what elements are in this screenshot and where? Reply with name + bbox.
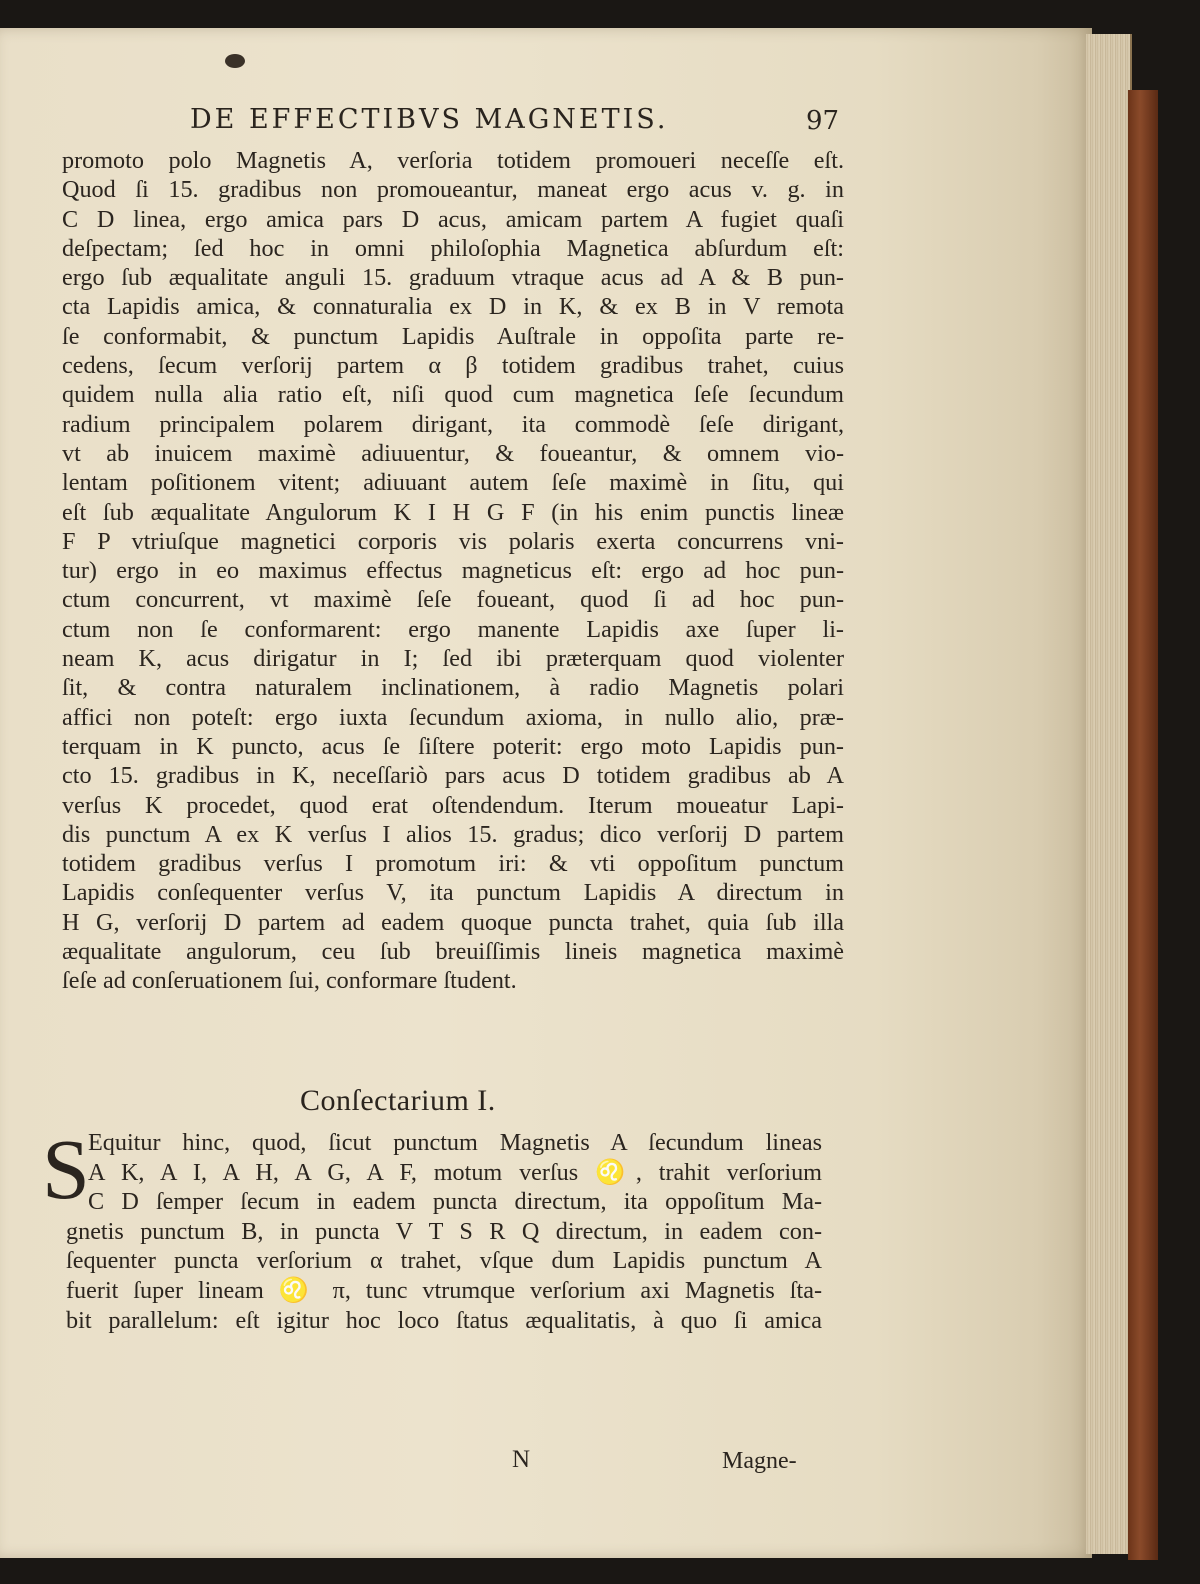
corollary-line: fuerit ſuper lineam ♌ π, tunc vtrumque verſorium axi Magnetis ſta- (66, 1276, 822, 1304)
text-line: cedens, ſecum verſorij partem α β totidem gradibus trahet, cuius (62, 352, 844, 380)
text-line: radium principalem polarem dirigant, ita commodè ſeſe dirigant, (62, 410, 844, 438)
body-text (62, 146, 844, 996)
corollary-line: A K, A I, A H, A G, A F, motum verſus ♌, trahit verſorium (88, 1158, 822, 1186)
running-head: DE EFFECTIBVS MAGNETIS. (190, 104, 669, 135)
text-line: F P vtriuſque magnetici corporis vis polaris exerta concurrens vni- (62, 527, 844, 555)
page-number: 97 (806, 106, 840, 136)
text-line: C D linea, ergo amica pars D acus, amicam partem A fugiet quaſi (62, 205, 844, 233)
text-line: ſe conformabit, & punctum Lapidis Auſtrale in oppoſita parte re- (62, 322, 844, 350)
text-line: verſus K procedet, quod erat oſtendendum. Iterum moueatur Lapi- (62, 791, 844, 819)
text-line: neam K, acus dirigatur in I; ſed ibi præterquam quod violenter (62, 645, 844, 673)
text-line: eſt ſub æqualitate Angulorum K I H G F (in his enim punctis lineæ (62, 498, 844, 526)
text-line: ctum concurrent, vt maximè ſeſe foueant, quod ſi ad hoc pun- (62, 586, 844, 614)
corollary-line: Equitur hinc, quod, ſicut punctum Magnetis A ſecundum lineas (88, 1129, 822, 1156)
ink-blot (225, 54, 245, 68)
drop-cap: S (42, 1121, 90, 1217)
corollary-line: gnetis punctum B, in puncta V T S R Q directum, in eadem con- (66, 1217, 822, 1245)
text-line: ctum non ſe conformarent: ergo manente Lapidis axe ſuper li- (62, 615, 844, 643)
corollary-lines (42, 1121, 822, 1335)
catchword: Magne- (722, 1448, 797, 1474)
page-edges (1086, 34, 1132, 1554)
text-line: ergo ſub æqualitate anguli 15. graduum vtraque acus ad A & B pun- (62, 264, 844, 292)
text-line: dis punctum A ex K verſus I alios 15. gradus; dico verſorij D partem (62, 820, 844, 848)
section-heading: Conſectarium I. (300, 1084, 496, 1117)
text-line: promoto polo Magnetis A, verſoria totidem promoueri neceſſe eſt. (62, 147, 844, 174)
text-line: quidem nulla alia ratio eſt, niſi quod cum magnetica ſeſe ſecundum (62, 381, 844, 409)
corollary-line: C D ſemper ſecum in eadem puncta directum, ita oppoſitum Ma- (88, 1188, 822, 1216)
corollary-line: bit parallelum: eſt igitur hoc loco ſtatus æqualitatis, à quo ſi amica (66, 1306, 822, 1334)
text-line: cta Lapidis amica, & connaturalia ex D in K, & ex B in V remota (62, 293, 844, 321)
book-cover-edge (1128, 90, 1158, 1560)
text-line: lentam poſitionem vitent; adiuuant autem ſeſe maximè in ſitu, qui (62, 469, 844, 497)
text-line: H G, verſorij D partem ad eadem quoque puncta trahet, quia ſub illa (62, 908, 844, 936)
text-line: cto 15. gradibus in K, neceſſariò pars acus D totidem gradibus ab A (62, 762, 844, 790)
text-line: ſeſe ad conſeruationem ſui, conformare ſtudent. (62, 967, 517, 995)
corollary-text (42, 1121, 822, 1335)
text-line: Lapidis conſequenter verſus V, ita punctum Lapidis A directum in (62, 879, 844, 907)
text-line: terquam in K puncto, acus ſe ſiſtere poterit: ergo moto Lapidis pun- (62, 732, 844, 760)
text-line: Quod ſi 15. gradibus non promoueantur, maneat ergo acus v. g. in (62, 176, 844, 204)
text-line: ſit, & contra naturalem inclinationem, à radio Magnetis polari (62, 674, 844, 702)
text-line: affici non poteſt: ergo iuxta ſecundum axioma, in nullo alio, præ- (62, 703, 844, 731)
text-line: tur) ergo in eo maximus effectus magneticus eſt: ergo ad hoc pun- (62, 557, 844, 585)
text-line: totidem gradibus verſus I promotum iri: & vti oppoſitum punctum (62, 850, 844, 878)
text-line: vt ab inuicem maximè adiuuentur, & foueantur, & omnem vio- (62, 439, 844, 467)
page-header (0, 104, 1092, 138)
text-line: æqualitate angulorum, ceu ſub breuiſſimis lineis magnetica maximè (62, 938, 844, 966)
signature-mark: N (512, 1446, 531, 1473)
corollary-line: ſequenter puncta verſorium α trahet, vſque dum Lapidis punctum A (66, 1247, 822, 1275)
text-line: deſpectam; ſed hoc in omni philoſophia Magnetica abſurdum eſt: (62, 234, 844, 262)
